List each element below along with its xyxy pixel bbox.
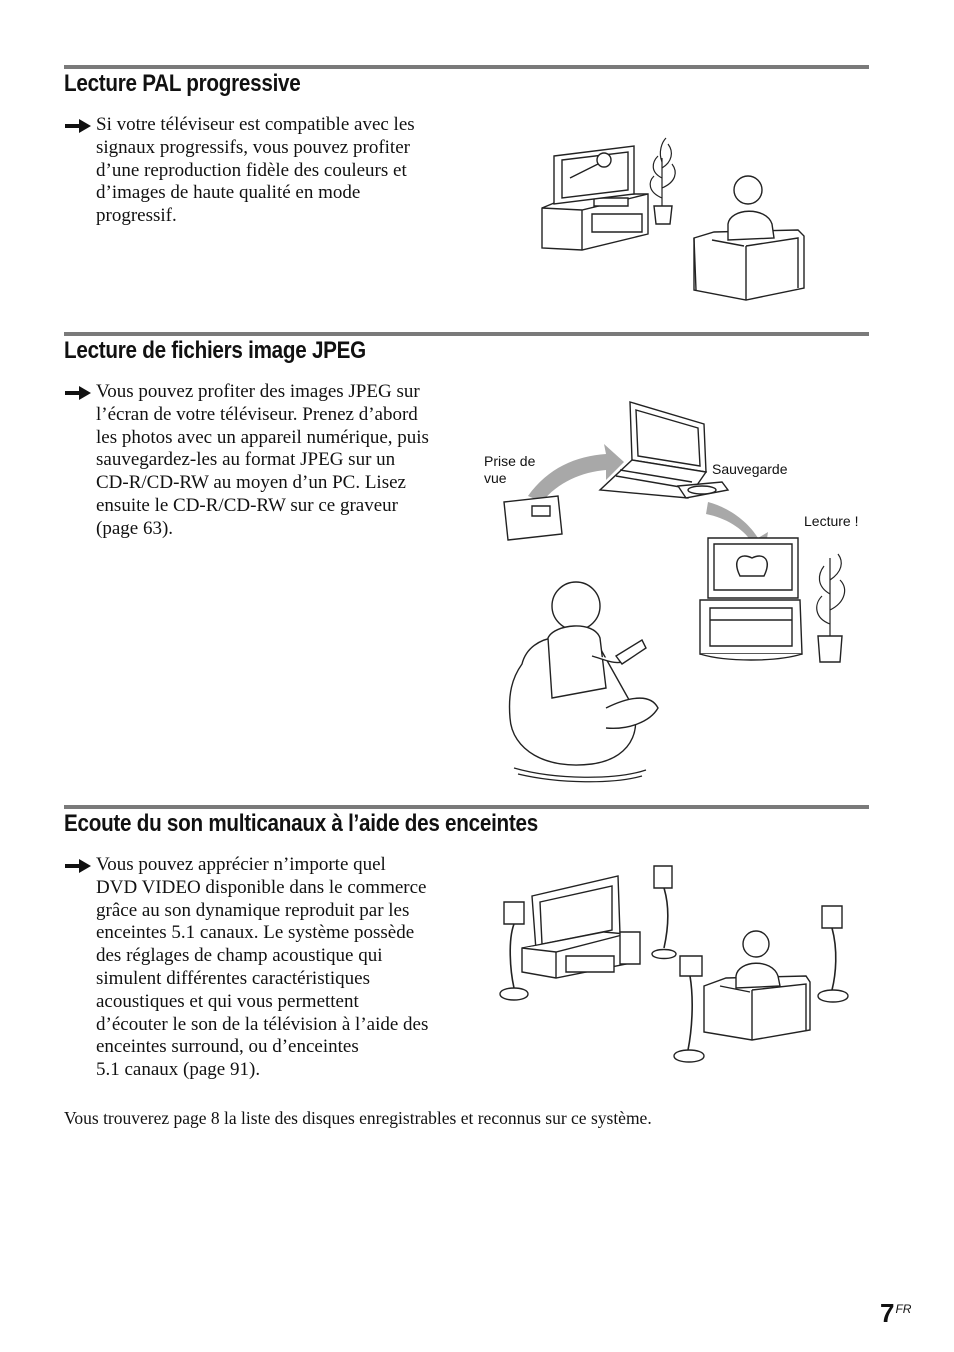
page-language-suffix: FR	[895, 1302, 912, 1316]
section-body-pal: Si votre téléviseur est compatible avec les signaux progressifs, vous pouvez profiter d’une reproduction fidèle des couleurs et d’images de haute qualité en mode progressif.	[96, 114, 415, 227]
footer-note: Vous trouverez page 8 la liste des disques enregistrables et reconnus sur ce système.	[64, 1108, 652, 1128]
page-number	[880, 1298, 911, 1329]
label-play: Lecture !	[804, 513, 859, 529]
section-body-jpeg: Vous pouvez profiter des images JPEG sur l’écran de votre téléviseur. Prenez d’abord les photos avec un appareil numérique, puis sauvegardez-les au format JPEG sur un CD-R/CD-RW au moyen d’un PC. Lisez ensuite le CD-R/CD-RW sur ce graveur (page 63).	[96, 381, 429, 539]
jpeg-workflow-illustration	[496, 398, 858, 780]
section-rule	[64, 65, 869, 69]
page-number-value: 7	[880, 1298, 895, 1328]
tv-viewer-illustration	[536, 128, 812, 304]
section-rule	[64, 805, 869, 809]
section-title-multichannel: Ecoute du son multicanaux à l’aide des enceintes	[64, 810, 538, 837]
label-save: Sauvegarde	[712, 461, 788, 477]
label-capture: Prise de vue	[484, 453, 536, 486]
section-title-pal-progressive: Lecture PAL progressive	[64, 70, 301, 97]
arrow-right-icon	[64, 118, 92, 134]
arrow-right-icon	[64, 858, 92, 874]
section-rule	[64, 332, 869, 336]
section-body-multichannel: Vous pouvez apprécier n’importe quel DVD VIDEO disponible dans le commerce grâce au son dynamique reproduit par les enceintes 5.1 canaux. Le système possède des réglages de champ acoustique qui simulent différentes caractéristiques acoustiques et qui vous permettent d’écouter le son de la télévision à l’aide des enceintes surround, ou d’enceintes 5.1 canaux (page 91).	[96, 854, 429, 1081]
surround-speakers-illustration	[494, 860, 860, 1072]
section-title-jpeg: Lecture de fichiers image JPEG	[64, 337, 366, 364]
arrow-right-icon	[64, 385, 92, 401]
